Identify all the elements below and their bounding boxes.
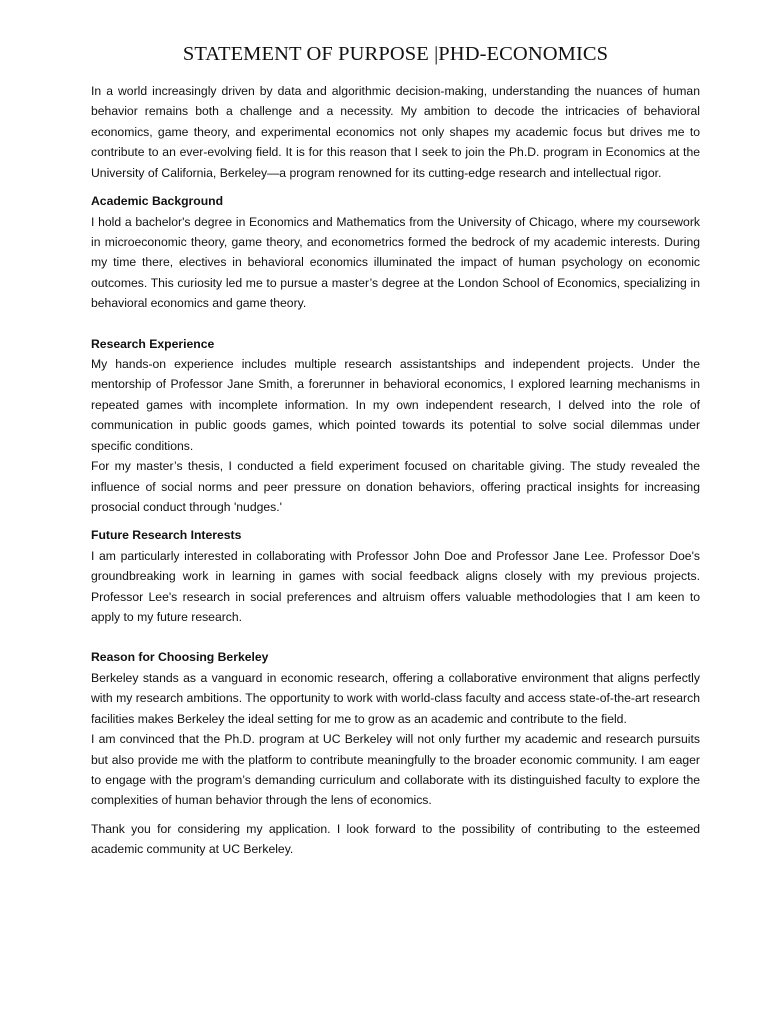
intro-paragraph: In a world increasingly driven by data and algorithmic decision-making, understanding the nuances of human behavior remains both a challenge and a necessity. My ambition to decode the intricacies of behavioral economics, game theory, and experimental economics not only shapes my academic focus but drives me to contribute to an ever-evolving field. It is for this reason that I seek to join the Ph.D. program in Economics at the University of California, Berkeley—a program renowned for its cutting-edge research and intellectual rigor. [91,84,700,180]
closing-paragraph: Thank you for considering my application. I look forward to the possibility of contributing to the esteemed academic community at UC Berkeley. [91,821,700,857]
section-heading: Reason for Choosing Berkeley [91,650,269,665]
document-title: STATEMENT OF PURPOSE |PHD-ECONOMICS [182,43,609,65]
section-paragraph: I am particularly interested in collaborating with Professor John Doe and Professor Jane Lee. Professor Doe's groundbreaking work in learning in games with social feedback aligns closely with my previous projects. Professor Lee's research in social preferences and altruism offers valuable methodologies that I am keen to apply to my future research. [91,548,700,625]
section-paragraph: I am convinced that the Ph.D. program at UC Berkeley will not only further my academic and research pursuits but also provide me with the platform to contribute meaningfully to the broader economic community. I am eager to engage with the program’s demanding curriculum and collaborate with its distinguished faculty to explore the complexities of human behavior through the lens of economics. [91,732,700,808]
section-heading: Future Research Interests [91,528,242,543]
section-paragraph: I hold a bachelor's degree in Economics and Mathematics from the University of Chicago, where my coursework in microeconomic theory, game theory, and econometrics formed the bedrock of my academic interests. During my time there, electives in behavioral economics illuminated the impact of human psychology on economic outcomes. This curiosity led me to pursue a master’s degree at the London School of Economics, specializing in behavioral economics and game theory. [91,214,700,311]
section-future-research-interests [91,525,700,627]
section-paragraph: For my master’s thesis, I conducted a field experiment focused on charitable giving. The study revealed the influence of social norms and peer pressure on donation behaviors, offering practical insights for increasing prosocial conduct through 'nudges.' [91,459,700,514]
section-academic-background [91,191,700,314]
section-paragraph: Berkeley stands as a vanguard in economic research, offering a collaborative environment that aligns perfectly with my research ambitions. The opportunity to work with world-class faculty and access state-of-the-art research facilities makes Berkeley the ideal setting for me to grow as an academic and contribute to the field. [91,670,700,726]
section-research-experience [91,334,700,518]
section-reason-for-choosing-berkeley [91,647,700,810]
section-paragraph: My hands-on experience includes multiple research assistantships and independent projects. Under the mentorship of Professor Jane Smith, a forerunner in behavioral economics, I explored learning mechanisms in repeated games with incomplete information. In my own independent research, I delved into the role of communication in public goods games, which pointed towards its potential to solve social dilemmas under specific conditions. [91,357,700,453]
document-page [91,40,700,860]
section-heading: Research Experience [91,336,215,351]
section-heading: Academic Background [91,194,224,209]
